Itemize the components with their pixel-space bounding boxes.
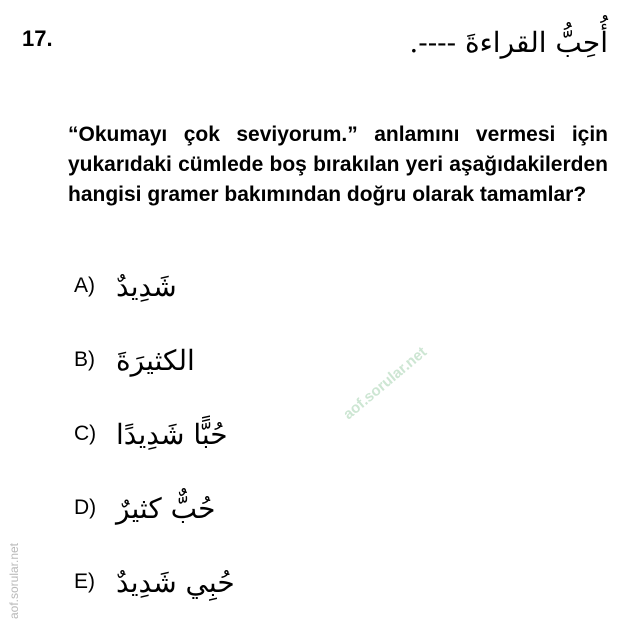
- option-arabic: حُبِي شَدِيدٌ: [116, 565, 235, 599]
- option-letter: C): [74, 422, 97, 445]
- option-arabic: شَدِيدٌ: [116, 269, 177, 303]
- option-d[interactable]: [74, 486, 215, 530]
- option-arabic: حُبًّا شَدِيدًا: [116, 417, 228, 451]
- option-letter: E): [74, 570, 95, 593]
- option-a[interactable]: [74, 264, 177, 308]
- option-e[interactable]: [74, 560, 235, 604]
- option-b[interactable]: [74, 338, 195, 382]
- option-letter: A): [74, 274, 95, 297]
- option-letter: D): [74, 496, 97, 519]
- question-number: 17.: [22, 26, 53, 51]
- option-arabic: حُبٌّ كثيرٌ: [116, 491, 216, 525]
- arabic-sentence: أُحِبُّ القراءةَ ----.: [409, 26, 608, 59]
- watermark-diagonal: aof.sorular.net: [340, 343, 431, 424]
- option-c[interactable]: [74, 412, 228, 456]
- watermark-side: aof.sorular.net: [7, 542, 22, 620]
- question-text: “Okumayı çok seviyorum.” anlamını vermesi için yukarıdaki cümlede boş bırakılan yeri aşağıdakilerden hangisi gramer bakımından doğru olarak tamamlar?: [68, 123, 608, 206]
- option-arabic: الكثيرَةَ: [116, 343, 195, 377]
- option-letter: B): [74, 348, 95, 371]
